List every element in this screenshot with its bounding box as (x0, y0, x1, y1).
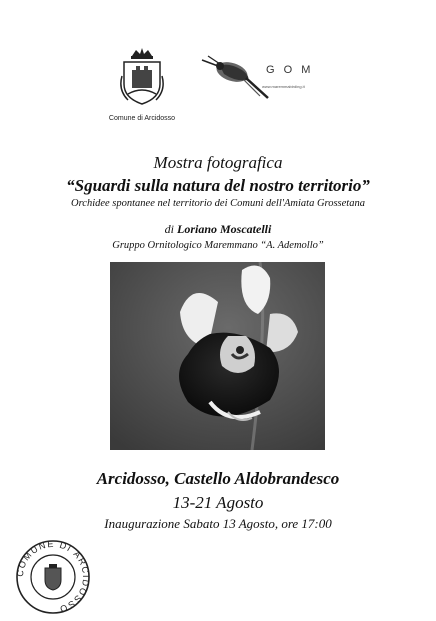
opening-info: Inaugurazione Sabato 13 Agosto, ore 17:00 (104, 516, 332, 531)
exhibition-title: “Sguardi sulla natura del nostro territorio” (66, 176, 370, 195)
comune-label: Comune di Arcidosso (108, 115, 176, 122)
venue-dates: 13-21 Agosto (172, 493, 264, 512)
gom-url: www.maremmabirding.it (262, 84, 305, 89)
organization-line: Gruppo Ornitologico Maremmano “A. Ademollo” (112, 240, 324, 251)
bird-logo (198, 52, 270, 104)
venue-place: Arcidosso, Castello Aldobrandesco (96, 469, 340, 488)
exhibition-subtitle: Orchidee spontanee nel territorio dei Comuni dell'Amiata Grossetana (71, 198, 365, 209)
exhibition-kicker: Mostra fotografica (153, 153, 283, 172)
author-prefix: di (164, 222, 174, 236)
comune-stamp (14, 538, 92, 616)
comune-crest-logo (118, 46, 166, 108)
orchid-photo (110, 262, 325, 450)
author-line (0, 222, 436, 237)
gom-logo-text: G O M (266, 64, 314, 76)
stamp-text: COMUNE DI ARCIDOSSO (14, 538, 92, 615)
author-name: Loriano Moscatelli (177, 222, 272, 236)
